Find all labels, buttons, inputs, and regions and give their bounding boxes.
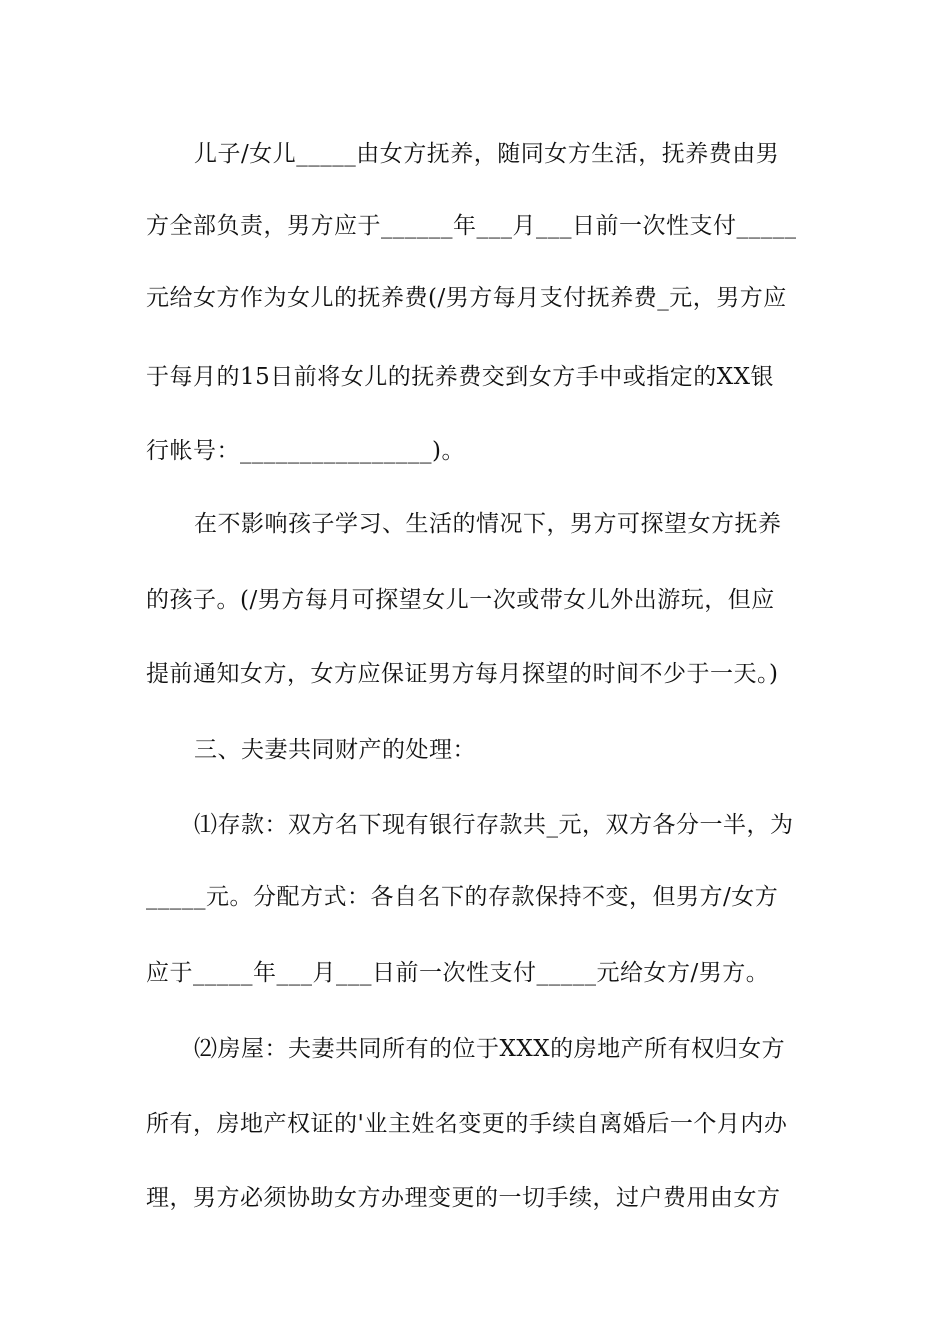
paragraph-deposits-line-3: 应于_____年___月___日前一次性支付_____元给女方/男方。 xyxy=(146,960,770,986)
paragraph-visitation-line-2: 的孩子。(/男方每月可探望女儿一次或带女儿外出游玩，但应 xyxy=(146,587,775,613)
paragraph-deposits-line-1: ⑴存款：双方名下现有银行存款共_元，双方各分一半，为 xyxy=(194,812,794,838)
paragraph-custody-line-5: 行帐号：________________)。 xyxy=(146,438,465,464)
paragraph-house-line-3: 理，男方必须协助女方办理变更的一切手续，过户费用由女方 xyxy=(146,1185,781,1211)
paragraph-house-line-1: ⑵房屋：夫妻共同所有的位于XXX的房地产所有权归女方 xyxy=(194,1036,786,1062)
paragraph-deposits-line-2: _____元。分配方式：各自名下的存款保持不变，但男方/女方 xyxy=(146,884,779,910)
paragraph-custody-line-2: 方全部负责，男方应于______年___月___日前一次性支付_____ xyxy=(146,213,797,239)
paragraph-custody-line-1: 儿子/女儿_____由女方抚养，随同女方生活，抚养费由男 xyxy=(194,141,780,167)
paragraph-custody-line-3: 元给女方作为女儿的抚养费(/男方每月支付抚养费_元，男方应 xyxy=(146,285,787,311)
paragraph-custody-line-4: 于每月的15日前将女儿的抚养费交到女方手中或指定的XX银 xyxy=(146,364,775,390)
section-heading-property: 三、夫妻共同财产的处理： xyxy=(194,737,476,763)
paragraph-house-line-2: 所有，房地产权证的'业主姓名变更的手续自离婚后一个月内办 xyxy=(146,1111,788,1137)
paragraph-visitation-line-3: 提前通知女方，女方应保证男方每月探望的时间不少于一天。) xyxy=(146,661,779,687)
paragraph-visitation-line-1: 在不影响孩子学习、生活的情况下，男方可探望女方抚养 xyxy=(194,511,782,537)
